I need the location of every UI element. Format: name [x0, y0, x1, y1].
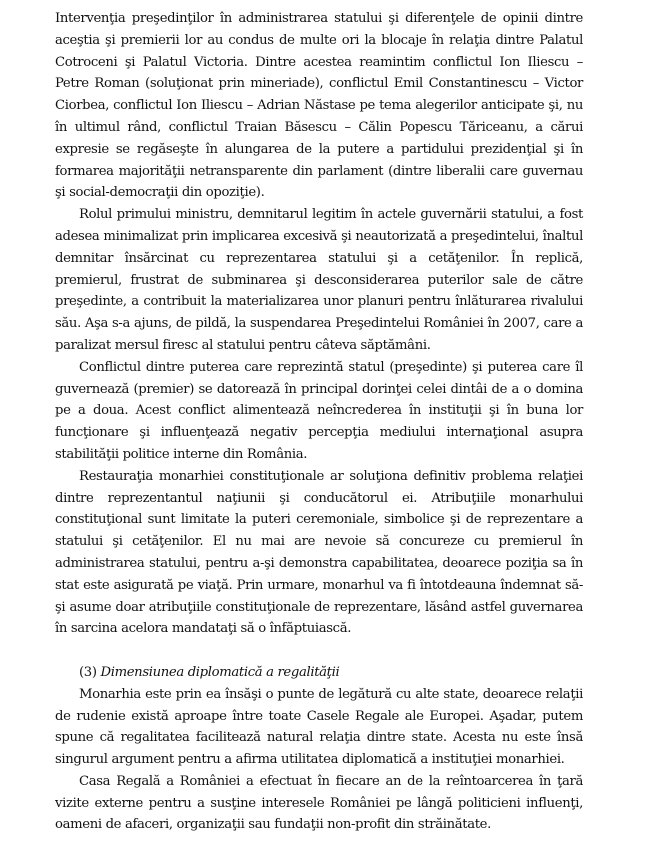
paragraph-presidential-interventions: Intervenţia preşedinţilor în administrarea statului şi diferenţele de opinii dintre aceştia şi premierii lor au condus de multe ori la blocaje în relaţia dintre Palatul Cotroceni şi Palatul Victoria. Dintre acestea reamintim conflictul Ion Iliescu – Petre Roman (soluţionat prin mineriade), conflictul Emil Constantinescu – Victor Ciorbea, conflictul Ion Iliescu – Adrian Năstase pe tema alegerilor anticipate şi, nu în ultimul rând, conflictul Traian Băsescu – Călin Popescu Tăriceanu, a cărui expresie se regăseşte în alungarea de la putere a partidului prezidenţial şi în formarea majorităţii netransparente din parlament (dintre liberalii care guvernau şi social-democraţii din opoziţie).	[55, 11, 583, 201]
paragraph-power-conflict: Conflictul dintre puterea care reprezintă statul (preşedinte) şi puterea care îl guvernează (premier) se datorează în principal dorinţei celei dintâi de a o domina pe a doua. Acest conflict alimentează neîncrederea în instituţii şi în buna lor funcţionare şi influenţează negativ percepţia mediului internaţional asupra stabilităţii politice interne din România.	[55, 359, 583, 462]
paragraph-royal-house-visits: Casa Regală a României a efectuat în fiecare an de la reîntoarcerea în ţară vizite externe pentru a susţine interesele României pe lângă politicieni influenţi, oameni de afaceri, organizaţii sau fundaţii non-profit din străinătate.	[55, 773, 583, 833]
document-page	[55, 8, 583, 836]
section-heading	[55, 662, 583, 684]
section-number: (3)	[79, 664, 97, 680]
paragraph-diplomatic-bridge: Monarhia este prin ea însăşi o punte de legătură cu alte state, deoarece relaţii de rudenie există aproape între toate Casele Regale ale Europei. Aşadar, putem spune că regalitatea facilitează natural relaţia dintre state. Acesta nu este însă singurul argument pentru a afirma utilitatea diplomatică a instituţiei monarhiei.	[55, 686, 583, 768]
section-title: Dimensiunea diplomatică a regalităţii	[100, 664, 340, 680]
blank-line	[55, 640, 583, 662]
paragraph-prime-minister-role: Rolul primului ministru, demnitarul legitim în actele guvernării statului, a fost adesea minimalizat prin implicarea excesivă şi neautorizată a preşedintelui, înaltul demnitar însărcinat cu reprezentarea statului şi a cetăţenilor. În replică, premierul, frustrat de subminarea şi desconsiderarea puterilor sale de către preşedinte, a contribuit la materializarea unor planuri pentru înlăturarea rivalului său. Aşa s-a ajuns, de pildă, la suspendarea Preşedintelui României în 2007, care a paralizat mersul firesc al statului pentru câteva săptămâni.	[55, 207, 583, 353]
paragraph-monarchy-restoration: Restauraţia monarhiei constituţionale ar soluţiona definitiv problema relaţiei dintre reprezentantul naţiunii şi conducătorul ei. Atribuţiile monarhului constituţional sunt limitate la puteri ceremoniale, simbolice şi de reprezentare a statului şi cetăţenilor. El nu mai are nevoie să concureze cu premierul în administrarea statului, pentru a-şi demonstra capabilitatea, deoarece poziţia sa în stat este asigurată pe viaţă. Prin urmare, monarhul va fi întotdeauna îndemnat să-şi asume doar atribuţiile constituţionale de reprezentare, lăsând astfel guvernarea în sarcina acelora mandataţi să o înfăptuiască.	[55, 468, 583, 637]
